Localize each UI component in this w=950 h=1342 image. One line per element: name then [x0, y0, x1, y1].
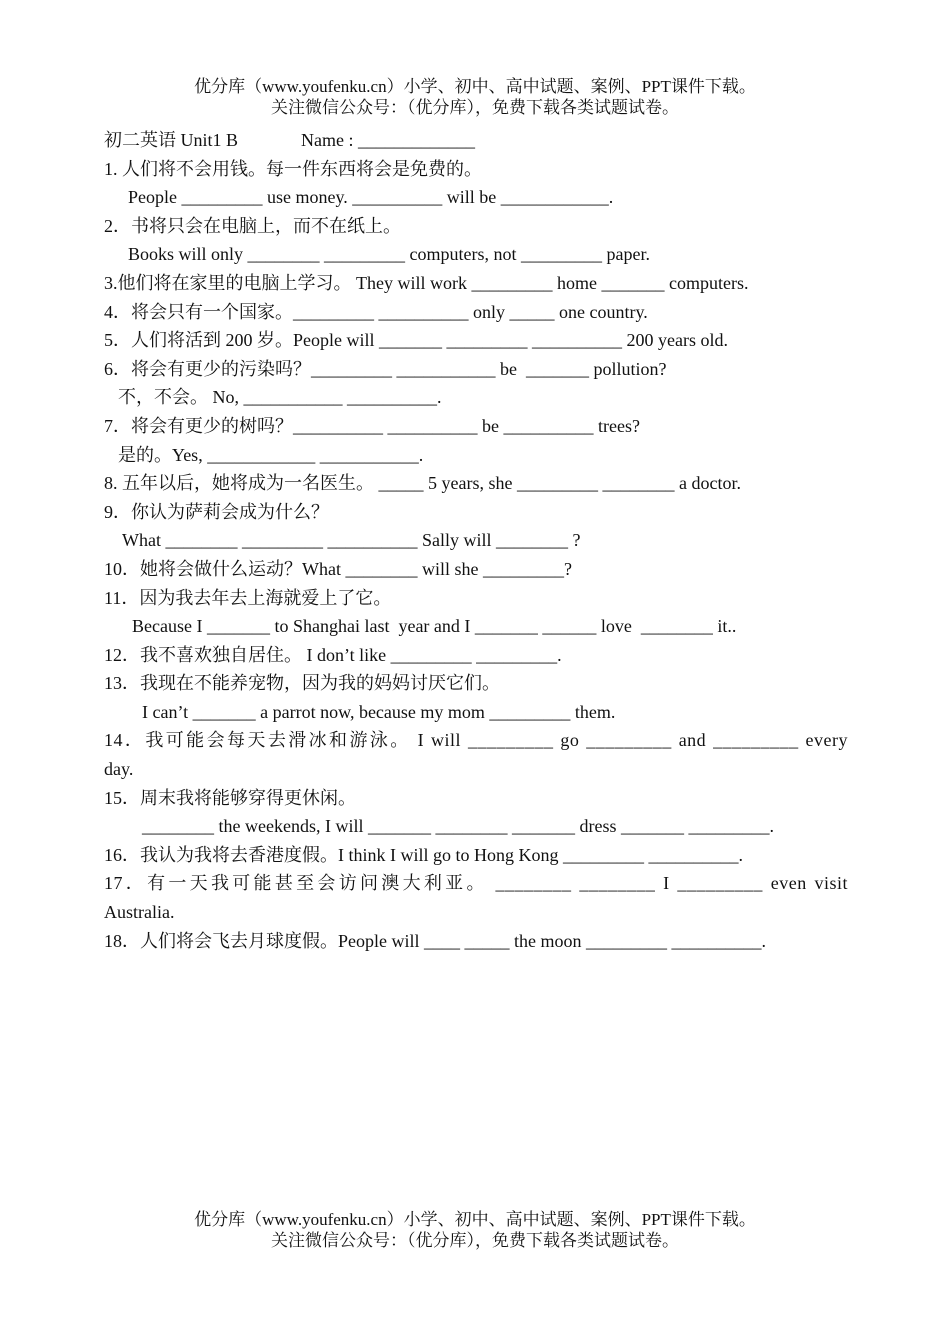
header-line-1: 优分库（www.youfenku.cn）小学、初中、高中试题、案例、PPT课件下载。 [194, 77, 756, 96]
question-7-chinese: 7．将会有更少的树吗？__________ __________ be __________ trees? [104, 415, 640, 436]
question-13-chinese: 13．我现在不能养宠物，因为我的妈妈讨厌它们。 [104, 673, 500, 694]
question-18: 18．人们将会飞去月球度假。People will ____ _____ the moon _________ __________. [104, 930, 766, 951]
footer-line-1: 优分库（www.youfenku.cn）小学、初中、高中试题、案例、PPT课件下载。 [194, 1210, 756, 1229]
question-13-english: I can’t _______ a parrot now, because my mom _________ them. [142, 701, 616, 722]
worksheet-title: 初二英语 Unit1 B Name : _____________ [104, 130, 475, 150]
question-15-english: ________ the weekends, I will _______ ________ _______ dress _______ _________. [142, 816, 774, 837]
question-11-chinese: 11．因为我去年去上海就爱上了它。 [104, 587, 392, 608]
question-1-chinese: 1. 人们将不会用钱。每一件东西将会是免费的。 [104, 158, 482, 179]
question-8: 8. 五年以后，她将成为一名医生。 _____ 5 years, she _________ ________ a doctor. [104, 473, 741, 494]
question-9-chinese: 9．你认为萨莉会成为什么？ [104, 501, 329, 522]
page-footer [0, 1209, 950, 1251]
question-15-chinese: 15．周末我将能够穿得更休闲。 [104, 787, 356, 808]
header-line-2: 关注微信公众号：（优分库），免费下载各类试题试卷。 [271, 98, 679, 117]
footer-line-2: 关注微信公众号：（优分库），免费下载各类试题试卷。 [271, 1231, 679, 1250]
question-17-line-1: 17．有一天我可能甚至会访问澳大利亚。 ________ ________ I _________ even visit [104, 873, 848, 894]
question-10: 10．她将会做什么运动？What ________ will she _________? [104, 558, 572, 579]
question-11-english: Because I _______ to Shanghai last year and I _______ ______ love ________ it.. [132, 616, 737, 637]
question-16: 16．我认为我将去香港度假。I think I will go to Hong Kong _________ __________. [104, 844, 743, 865]
worksheet-content [104, 126, 848, 955]
question-7-answer: 是的。Yes, ____________ ___________. [118, 444, 424, 465]
question-2-chinese: 2．书将只会在电脑上，而不在纸上。 [104, 215, 401, 236]
question-14-line-1: 14．我可能会每天去滑冰和游泳。 I will _________ go _________ and _________ every [104, 730, 848, 751]
question-14-line-2: day. [104, 759, 134, 780]
question-5: 5．人们将活到 200 岁。People will _______ _________ __________ 200 years old. [104, 330, 728, 351]
question-1-english: People _________ use money. __________ will be ____________. [128, 187, 614, 208]
question-9-english: What ________ _________ __________ Sally will ________ ? [122, 530, 581, 551]
page-header [0, 76, 950, 118]
question-6-answer: 不，不会。 No, ___________ __________. [118, 387, 442, 408]
question-12: 12．我不喜欢独自居住。 I don’t like _________ _________. [104, 644, 562, 665]
question-6-chinese: 6．将会有更少的污染吗？_________ ___________ be _______ pollution? [104, 358, 667, 379]
question-3: 3.他们将在家里的电脑上学习。 They will work _________ home _______ computers. [104, 272, 749, 293]
question-2-english: Books will only ________ _________ computers, not _________ paper. [128, 244, 650, 265]
question-17-line-2: Australia. [104, 902, 175, 923]
question-4: 4．将会只有一个国家。_________ __________ only _____ one country. [104, 301, 648, 322]
